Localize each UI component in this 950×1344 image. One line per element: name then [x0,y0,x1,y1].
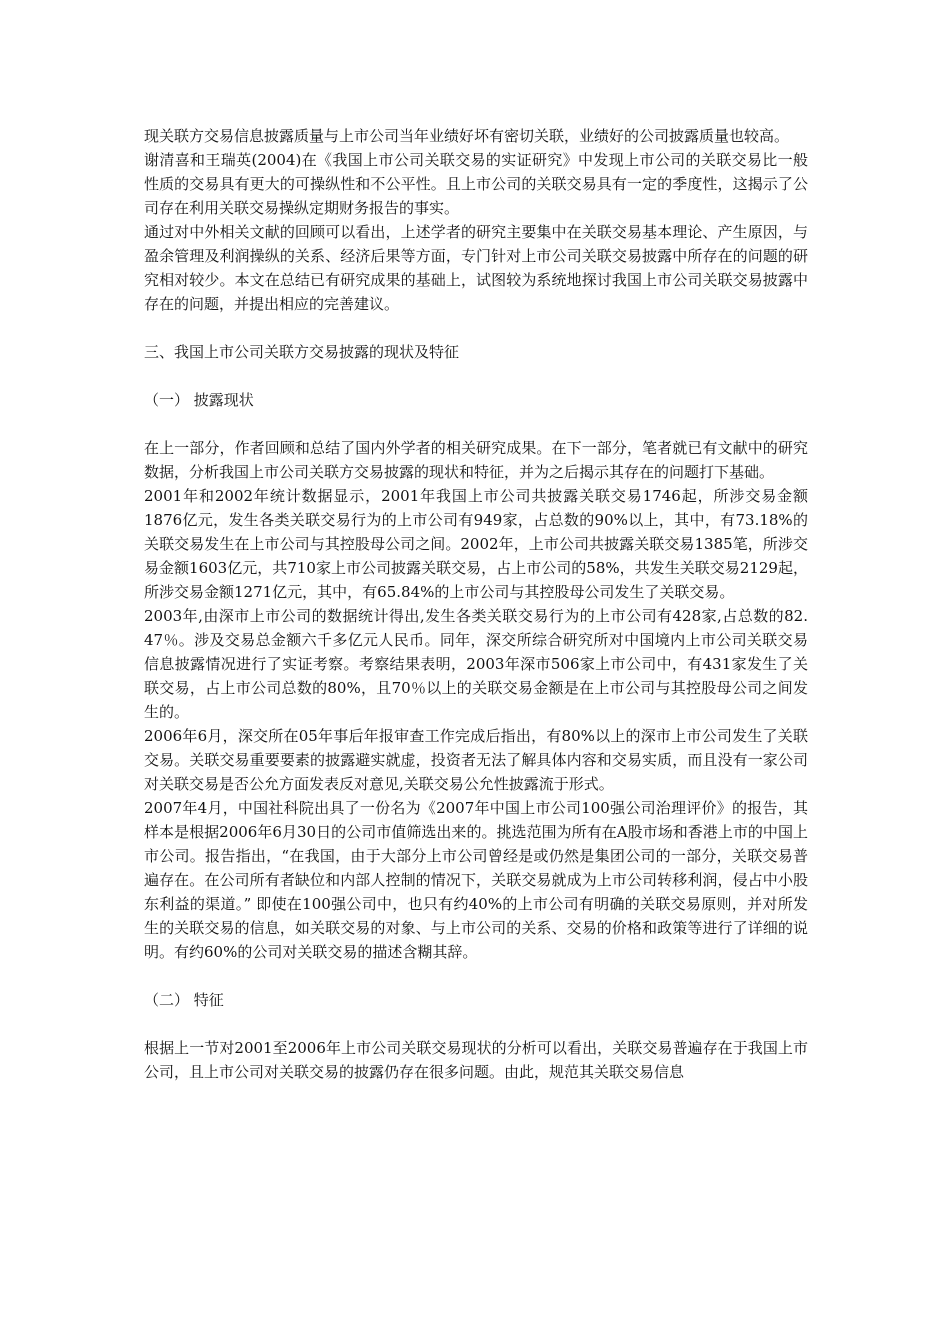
paragraph-disclosure-quality: 现关联方交易信息披露质量与上市公司当年业绩好坏有密切关联，业绩好的公司披露质量也较高。 [144,127,790,145]
subsection-heading-current-status: （一） 披露现状 [144,391,254,409]
spacer [144,316,808,340]
subsection-heading-characteristics: （二） 特征 [144,991,224,1009]
paragraph-xie-wang-2004: 谢清喜和王瑞英(2004)在《我国上市公司关联交易的实证研究》中发现上市公司的关联交易比一般性质的交易具有更大的可操纵性和不公平性。且上市公司的关联交易具有一定的季度性，这揭示了公司存在利用关联交易操纵定期财务报告的事实。 [144,151,808,217]
paragraph-2003-stats: 2003年,由深市上市公司的数据统计得出,发生各类关联交易行为的上市公司有428家,占总数的82. 47％。涉及交易总金额六千多亿元人民币。同年，深交所综合研究所对中国境内上市公司关联交易信息披露情况进行了实证考察。考察结果表明，2003年深市506家上市公司中，有431家发生了关联交易，占上市公司总数的80%，且70％以上的关联交易金额是在上市公司与其控股母公司之间发生的。 [144,607,808,721]
spacer [144,412,808,436]
spacer [144,1012,808,1036]
section-heading-3: 三、我国上市公司关联方交易披露的现状及特征 [144,343,460,361]
document-body [144,124,808,1084]
paragraph-2006-stats: 2006年6月，深交所在05年事后年报审查工作完成后指出，有80%以上的深市上市公司发生了关联交易。关联交易重要要素的披露避实就虚，投资者无法了解具体内容和交易实质，而且没有一家公司对关联交易是否公允方面发表反对意见,关联交易公允性披露流于形式。 [144,727,808,793]
spacer [144,364,808,388]
paragraph-2007-report: 2007年4月，中国社科院出具了一份名为《2007年中国上市公司100强公司治理评价》的报告，其样本是根据2006年6月30日的公司市值筛选出来的。挑选范围为所有在A股市场和香港上市的中国上市公司。报告指出，“在我国，由于大部分上市公司曾经是或仍然是集团公司的一部分，关联交易普遍存在。在公司所有者缺位和内部人控制的情况下，关联交易就成为上市公司转移利润，侵占中小股东利益的渠道。” 即使在100强公司中，也只有约40%的上市公司有明确的关联交易原则，并对所发生的关联交易的信息，如关联交易的对象、与上市公司的关系、交易的价格和政策等进行了详细的说明。有约60%的公司对关联交易的描述含糊其辞。 [144,799,808,961]
paragraph-characteristics: 根据上一节对2001至2006年上市公司关联交易现状的分析可以看出，关联交易普遍存在于我国上市公司，且上市公司对关联交易的披露仍存在很多问题。由此，规范其关联交易信息 [144,1039,808,1081]
spacer [144,964,808,988]
paragraph-literature-summary: 通过对中外相关文献的回顾可以看出，上述学者的研究主要集中在关联交易基本理论、产生原因，与盈余管理及利润操纵的关系、经济后果等方面，专门针对上市公司关联交易披露中所存在的问题的研究相对较少。本文在总结已有研究成果的基础上，试图较为系统地探讨我国上市公司关联交易披露中存在的问题，并提出相应的完善建议。 [144,223,808,313]
paragraph-section-intro: 在上一部分，作者回顾和总结了国内外学者的相关研究成果。在下一部分，笔者就已有文献中的研究数据，分析我国上市公司关联方交易披露的现状和特征，并为之后揭示其存在的问题打下基础。 [144,439,808,481]
paragraph-2001-2002-stats: 2001年和2002年统计数据显示，2001年我国上市公司共披露关联交易1746起，所涉交易金额1876亿元，发生各类关联交易行为的上市公司有949家，占总数的90%以上，其中，有73.18%的关联交易发生在上市公司与其控股母公司之间。2002年，上市公司共披露关联交易1385笔，所涉交易金额1603亿元，共710家上市公司披露关联交易，占上市公司的58%，共发生关联交易2129起，所涉交易金额1271亿元，其中，有65.84%的上市公司与其控股母公司发生了关联交易。 [144,487,808,601]
